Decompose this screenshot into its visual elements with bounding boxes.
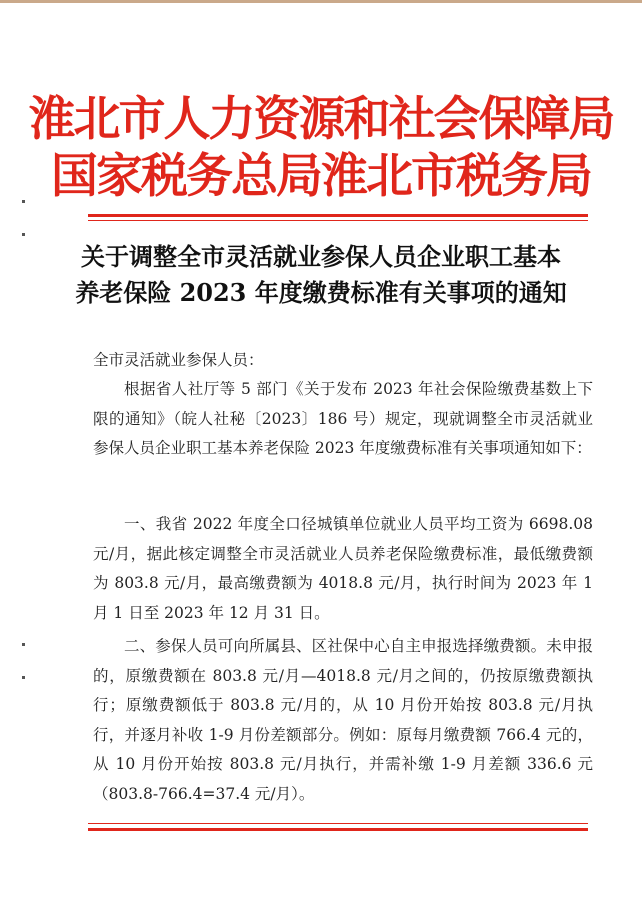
page-top-edge bbox=[0, 0, 642, 3]
notice-title-line-2: 养老保险 2023 年度缴费标准有关事项的通知 bbox=[75, 278, 567, 307]
header-divider-thick bbox=[88, 214, 588, 217]
body-paragraph-2 bbox=[93, 632, 593, 809]
notice-title-line-1: 关于调整全市灵活就业参保人员企业职工基本 bbox=[81, 242, 561, 271]
issuing-authority-line-2: 国家税务总局淮北市税务局 bbox=[51, 149, 591, 204]
header-divider-thin bbox=[88, 220, 588, 221]
salutation: 全市灵活就业参保人员： bbox=[93, 351, 264, 369]
binding-hole-mark bbox=[22, 643, 25, 646]
issuing-authority-line-1: 淮北市人力资源和社会保障局 bbox=[28, 92, 614, 147]
binding-hole-mark bbox=[22, 233, 25, 236]
body-paragraph-intro bbox=[93, 375, 593, 464]
binding-hole-mark bbox=[22, 200, 25, 203]
paragraph-text: 二、参保人员可向所属县、区社保中心自主申报选择缴费额。未申报的，原缴费额在 803.8 元/月—4018.8 元/月之间的，仍按原缴费额执行；原缴费额低于 803.8 元/月的，从 10 月份开始按 803.8 元/月执行，并逐月补收 1-9 月份差额部分。例如：原每月缴费额 766.4 元的，从 10 月份开始按 803.8 元/月执行，并需补缴 1-9 月差额 336.6 元（803.8-766.4=37.4 元/月）。 bbox=[93, 637, 593, 803]
footer-divider-thick bbox=[88, 828, 588, 831]
body-paragraph-1 bbox=[93, 510, 593, 628]
paragraph-text: 一、我省 2022 年度全口径城镇单位就业人员平均工资为 6698.08 元/月，据此核定调整全市灵活就业人员养老保险缴费标准，最低缴费额为 803.8 元/月，最高缴费额为 4018.8 元/月，执行时间为 2023 年 1 月 1 日至 2023 年 12 月 31 日。 bbox=[93, 515, 593, 622]
binding-hole-mark bbox=[22, 676, 25, 679]
footer-divider-thin bbox=[88, 823, 588, 824]
paragraph-text: 根据省人社厅等 5 部门《关于发布 2023 年社会保险缴费基数上下限的通知》（皖人社秘〔2023〕186 号）规定，现就调整全市灵活就业参保人员企业职工基本养老保险 2023 年度缴费标准有关事项通知如下： bbox=[93, 380, 593, 457]
